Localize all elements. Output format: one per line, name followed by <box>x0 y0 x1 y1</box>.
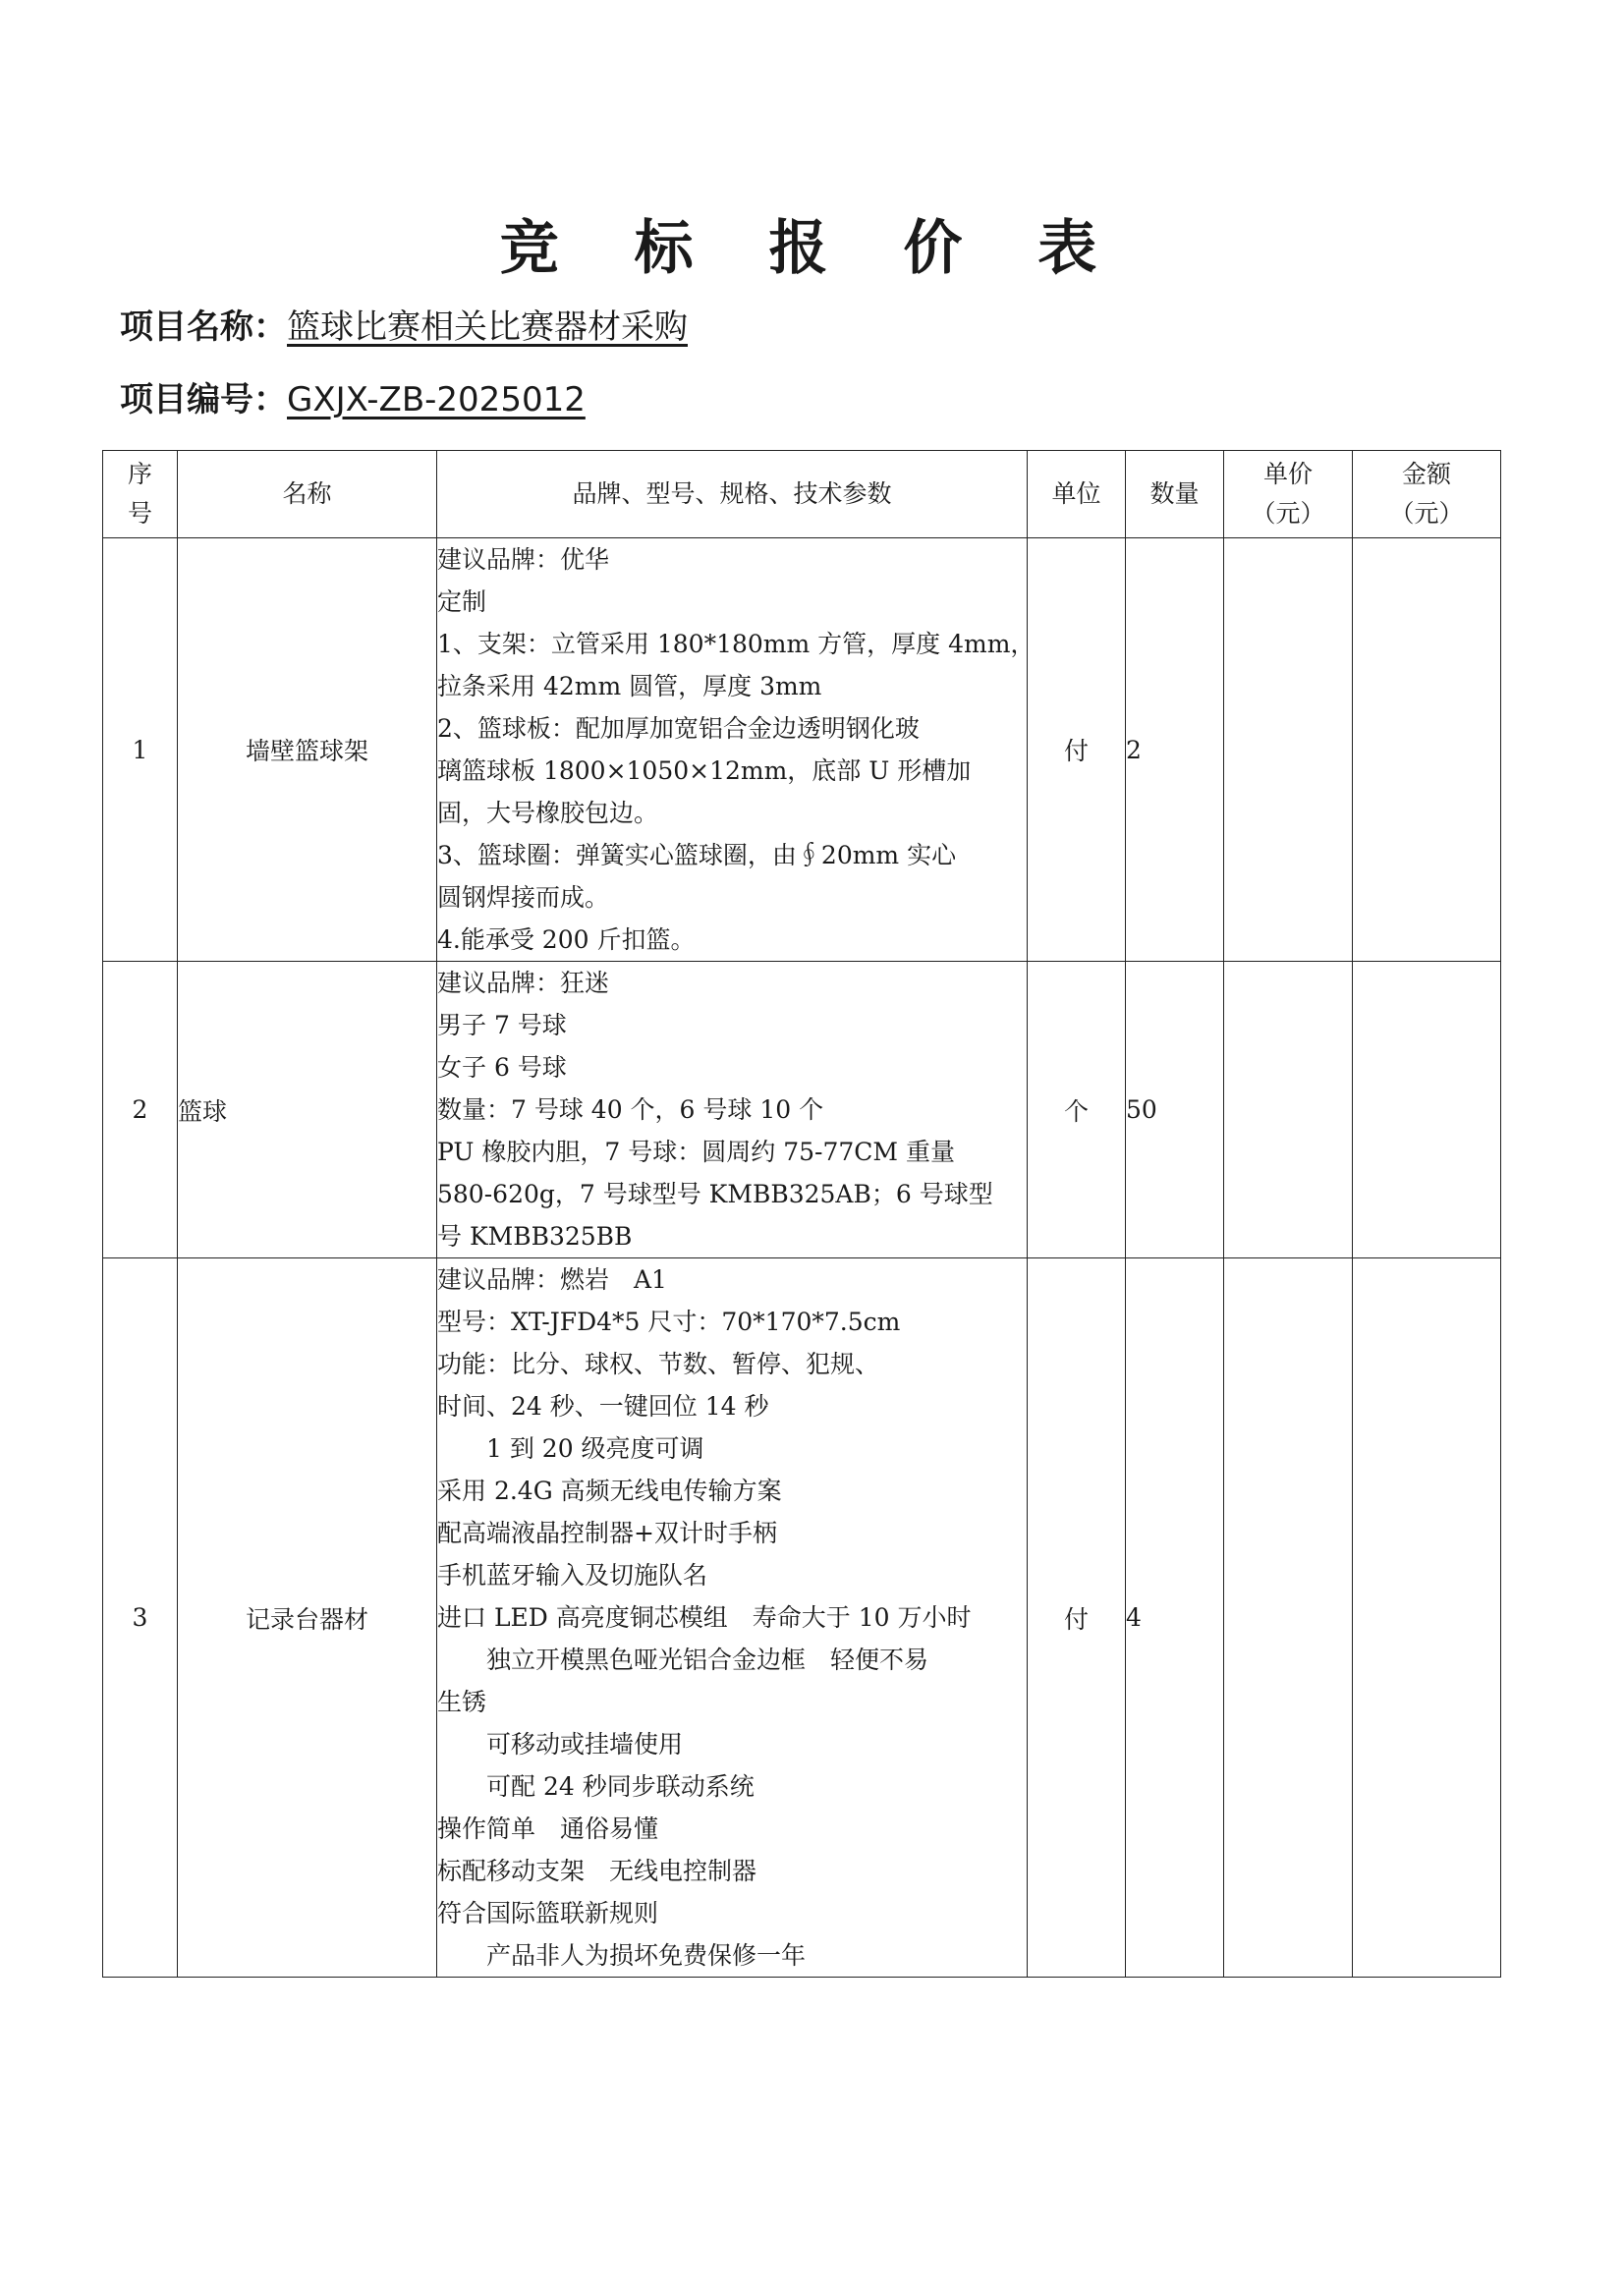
project-name-label: 项目名称： <box>120 307 287 347</box>
spec-line: 采用 2.4G 高频无线电传输方案 <box>437 1477 782 1505</box>
spec-line: 璃篮球板 1800×1050×12mm，底部 U 形槽加 <box>437 756 972 785</box>
row-unit: 付 <box>1028 538 1126 962</box>
spec-line: 功能：比分、球权、节数、暂停、犯规、 <box>437 1350 880 1378</box>
header-qty: 数量 <box>1126 451 1224 538</box>
row-unit: 付 <box>1028 1258 1126 1978</box>
project-name-value: 篮球比赛相关比赛器材采购 <box>287 307 688 347</box>
table-row <box>103 962 1501 1258</box>
header-seq-line1: 序 <box>127 460 152 488</box>
spec-line: 3、篮球圈：弹簧实心篮球圈，由∮20mm 实心 <box>437 841 957 869</box>
row-qty: 2 <box>1126 538 1224 962</box>
spec-line: 女子 6 号球 <box>437 1053 567 1082</box>
row-price <box>1224 1258 1353 1978</box>
spec-line: 1 到 20 级亮度可调 <box>437 1434 704 1463</box>
project-code-label: 项目编号： <box>120 380 287 419</box>
spec-line: 可移动或挂墙使用 <box>437 1730 684 1759</box>
page-title: 竞 标 报 价 表 <box>499 214 1125 283</box>
header-unit: 单位 <box>1028 451 1126 538</box>
row-specs <box>437 538 1036 962</box>
row-amount <box>1353 962 1501 1258</box>
spec-line: 产品非人为损坏免费保修一年 <box>437 1941 807 1970</box>
row-specs <box>437 1258 1028 1978</box>
spec-line: 固，大号橡胶包边。 <box>437 799 659 827</box>
spec-line: 操作简单 通俗易懂 <box>437 1814 659 1843</box>
spec-line: 符合国际篮联新规则 <box>437 1899 659 1927</box>
spec-line: 男子 7 号球 <box>437 1011 567 1039</box>
spec-line: 580-620g，7 号球型号 KMBB325AB；6 号球型 <box>437 1180 993 1208</box>
row-seq: 1 <box>103 538 178 962</box>
spec-line: 定制 <box>437 587 487 616</box>
row-amount <box>1353 538 1501 962</box>
row-unit: 个 <box>1028 962 1126 1258</box>
header-name: 名称 <box>178 451 437 538</box>
project-code-line <box>120 372 586 420</box>
spec-line: 配高端液晶控制器+双计时手柄 <box>437 1519 777 1547</box>
spec-line: 建议品牌：优华 <box>437 545 610 574</box>
spec-line: 独立开模黑色哑光铝合金边框 轻便不易 <box>437 1646 929 1674</box>
quote-table <box>102 450 1501 1978</box>
row-seq: 2 <box>103 962 178 1258</box>
header-seq <box>103 451 178 538</box>
spec-line: PU 橡胶内胆，7 号球：圆周约 75-77CM 重量 <box>437 1138 955 1166</box>
header-price-line2: （元） <box>1251 499 1325 528</box>
row-qty: 4 <box>1126 1258 1224 1978</box>
project-name-line <box>120 300 688 348</box>
table-header-row <box>103 451 1501 538</box>
spec-line: 拉条采用 42mm 圆管，厚度 3mm <box>437 672 822 700</box>
spec-line: 建议品牌：燃岩 A1 <box>437 1265 667 1294</box>
row-name: 记录台器材 <box>178 1258 437 1978</box>
spec-line: 4.能承受 200 斤扣篮。 <box>437 925 696 954</box>
row-price <box>1224 962 1353 1258</box>
spec-line: 型号：XT-JFD4*5 尺寸：70*170*7.5cm <box>437 1308 901 1336</box>
spec-line: 1、支架：立管采用 180*180mm 方管，厚度 4mm， <box>437 630 1036 658</box>
header-amount <box>1353 451 1501 538</box>
spec-line: 建议品牌：狂迷 <box>437 969 610 997</box>
header-price-line1: 单价 <box>1262 460 1313 488</box>
header-specs: 品牌、型号、规格、技术参数 <box>437 451 1028 538</box>
spec-line: 手机蓝牙输入及切施队名 <box>437 1561 708 1590</box>
table-row <box>103 538 1501 962</box>
header-seq-line2: 号 <box>127 499 152 528</box>
header-amount-line2: （元） <box>1389 499 1464 528</box>
spec-line: 可配 24 秒同步联动系统 <box>437 1772 755 1801</box>
spec-line: 标配移动支架 无线电控制器 <box>437 1857 757 1885</box>
spec-line: 圆钢焊接而成。 <box>437 883 610 912</box>
row-name: 墙壁篮球架 <box>178 538 437 962</box>
spec-line: 进口 LED 高亮度铜芯模组 寿命大于 10 万小时 <box>437 1603 972 1632</box>
row-qty: 50 <box>1126 962 1224 1258</box>
spec-line: 时间、24 秒、一键回位 14 秒 <box>437 1392 769 1421</box>
row-seq: 3 <box>103 1258 178 1978</box>
header-price <box>1224 451 1353 538</box>
row-name: 篮球 <box>178 962 437 1258</box>
spec-line: 数量：7 号球 40 个，6 号球 10 个 <box>437 1095 824 1124</box>
row-amount <box>1353 1258 1501 1978</box>
row-price <box>1224 538 1353 962</box>
header-amount-line1: 金额 <box>1401 460 1451 488</box>
spec-line: 2、篮球板：配加厚加宽铝合金边透明钢化玻 <box>437 714 920 743</box>
row-specs <box>437 962 1028 1258</box>
table-row <box>103 1258 1501 1978</box>
project-code-value: GXJX-ZB-2025012 <box>287 380 586 419</box>
spec-line: 号 KMBB325BB <box>437 1222 633 1251</box>
spec-line: 生锈 <box>437 1688 487 1716</box>
